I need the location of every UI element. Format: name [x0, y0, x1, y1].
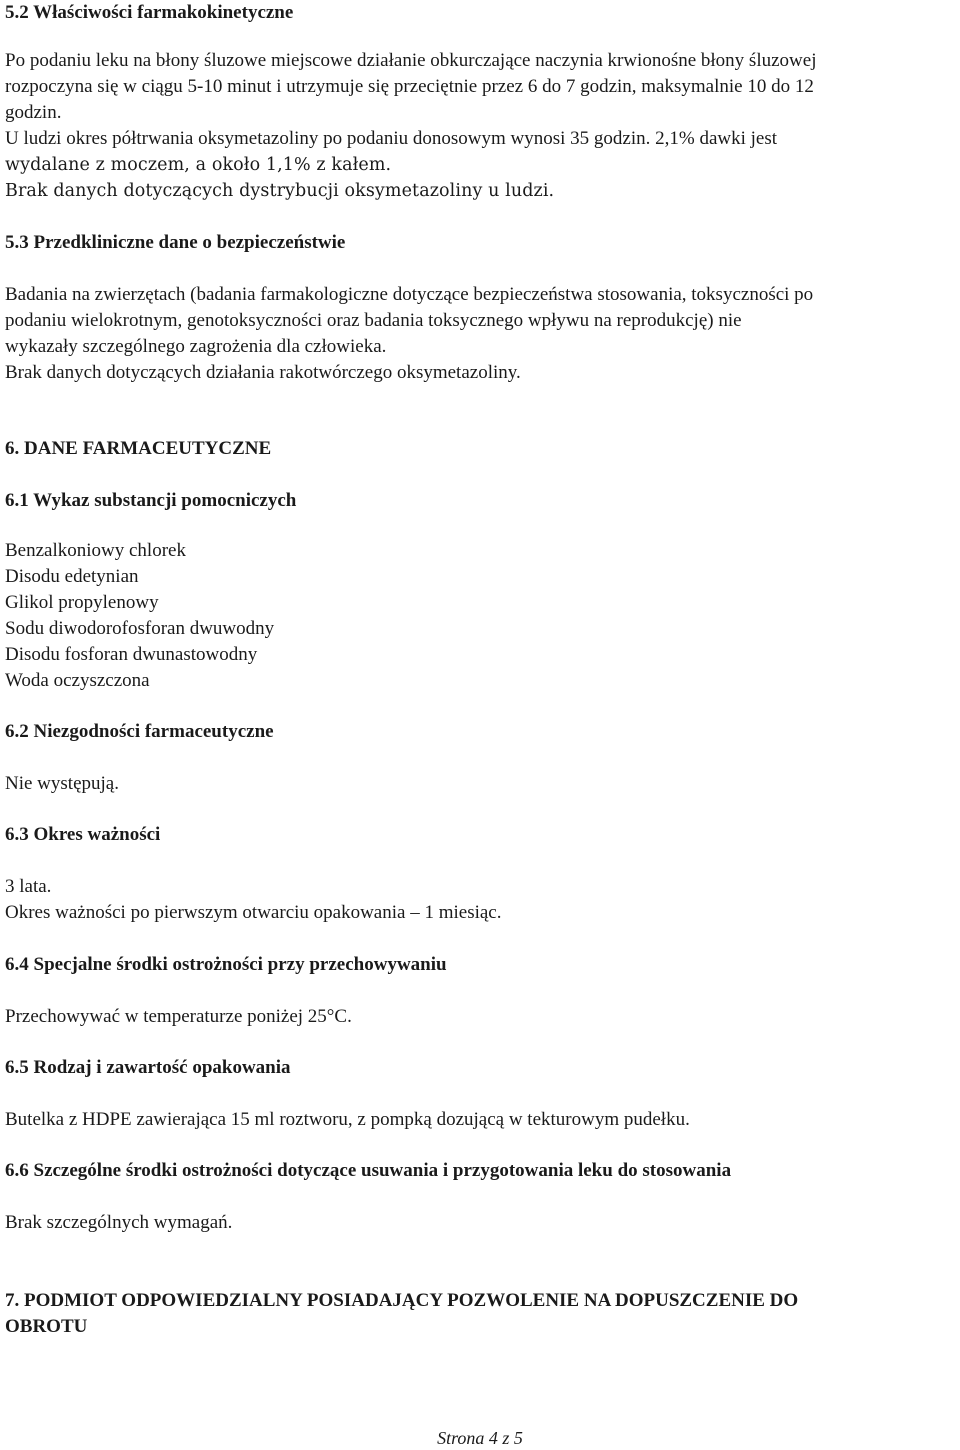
paragraph-line: wykazały szczególnego zagrożenia dla człowieka.	[5, 336, 387, 357]
list-item: Woda oczyszczona	[5, 670, 150, 691]
section-6-3-heading: 6.3 Okres ważności	[5, 824, 161, 845]
paragraph-line: rozpoczyna się w ciągu 5-10 minut i utrzymuje się przeciętnie przez 6 do 7 godzin, maksymalnie 10 do 12	[5, 76, 814, 97]
section-7-heading	[5, 1288, 955, 1340]
paragraph-line: 3 lata.	[5, 876, 52, 897]
paragraph-line: Badania na zwierzętach (badania farmakologiczne dotyczące bezpieczeństwa stosowania, toksyczności po	[5, 284, 814, 305]
paragraph-line: wydalane z moczem, a około 1,1% z kałem.	[5, 155, 392, 175]
paragraph-line: Brak danych dotyczących dystrybucji oksymetazoliny u ludzi.	[5, 181, 555, 201]
list-item: Glikol propylenowy	[5, 592, 159, 613]
paragraph-line: Brak danych dotyczących działania rakotwórczego oksymetazoliny.	[5, 362, 521, 383]
section-5-3-heading: 5.3 Przedkliniczne dane o bezpieczeństwie	[5, 232, 346, 253]
paragraph-line: podaniu wielokrotnym, genotoksyczności oraz badania toksycznego wpływu na reprodukcję) nie	[5, 310, 742, 331]
page-number-footer: Strona 4 z 5	[437, 1428, 523, 1448]
section-5-3-body	[5, 282, 955, 386]
section-6-6-heading: 6.6 Szczególne środki ostrożności dotyczące usuwania i przygotowania leku do stosowania	[5, 1160, 732, 1181]
paragraph-line: Okres ważności po pierwszym otwarciu opakowania – 1 miesiąc.	[5, 902, 502, 923]
section-6-2-body: Nie występują.	[5, 773, 119, 794]
section-6-5-heading: 6.5 Rodzaj i zawartość opakowania	[5, 1057, 291, 1078]
section-6-4-body: Przechowywać w temperaturze poniżej 25°C.	[5, 1006, 352, 1027]
list-item: Disodu edetynian	[5, 566, 139, 587]
paragraph-line: U ludzi okres półtrwania oksymetazoliny po podaniu donosowym wynosi 35 godzin. 2,1% dawki jest	[5, 128, 778, 149]
section-5-2-body	[5, 48, 955, 204]
section-5-2-heading: 5.2 Właściwości farmakokinetyczne	[5, 2, 294, 23]
section-6-3-body	[5, 874, 955, 926]
list-item: Disodu fosforan dwunastowodny	[5, 644, 258, 665]
section-6-2-heading: 6.2 Niezgodności farmaceutyczne	[5, 721, 274, 742]
section-6-heading: 6. DANE FARMACEUTYCZNE	[5, 438, 272, 459]
section-6-4-heading: 6.4 Specjalne środki ostrożności przy przechowywaniu	[5, 954, 447, 975]
heading-line: 7. PODMIOT ODPOWIEDZIALNY POSIADAJĄCY POZWOLENIE NA DOPUSZCZENIE DO	[5, 1290, 799, 1311]
section-6-1-heading: 6.1 Wykaz substancji pomocniczych	[5, 490, 297, 511]
heading-line: OBROTU	[5, 1316, 88, 1337]
list-item: Sodu diwodorofosforan dwuwodny	[5, 618, 275, 639]
section-6-6-body: Brak szczególnych wymagań.	[5, 1212, 233, 1233]
paragraph-line: godzin.	[5, 102, 62, 123]
list-item: Benzalkoniowy chlorek	[5, 540, 186, 561]
section-6-5-body: Butelka z HDPE zawierająca 15 ml roztworu, z pompką dozującą w tekturowym pudełku.	[5, 1109, 690, 1130]
paragraph-line: Po podaniu leku na błony śluzowe miejscowe działanie obkurczające naczynia krwionośne błony śluzowej	[5, 50, 817, 71]
excipients-list	[5, 538, 955, 694]
